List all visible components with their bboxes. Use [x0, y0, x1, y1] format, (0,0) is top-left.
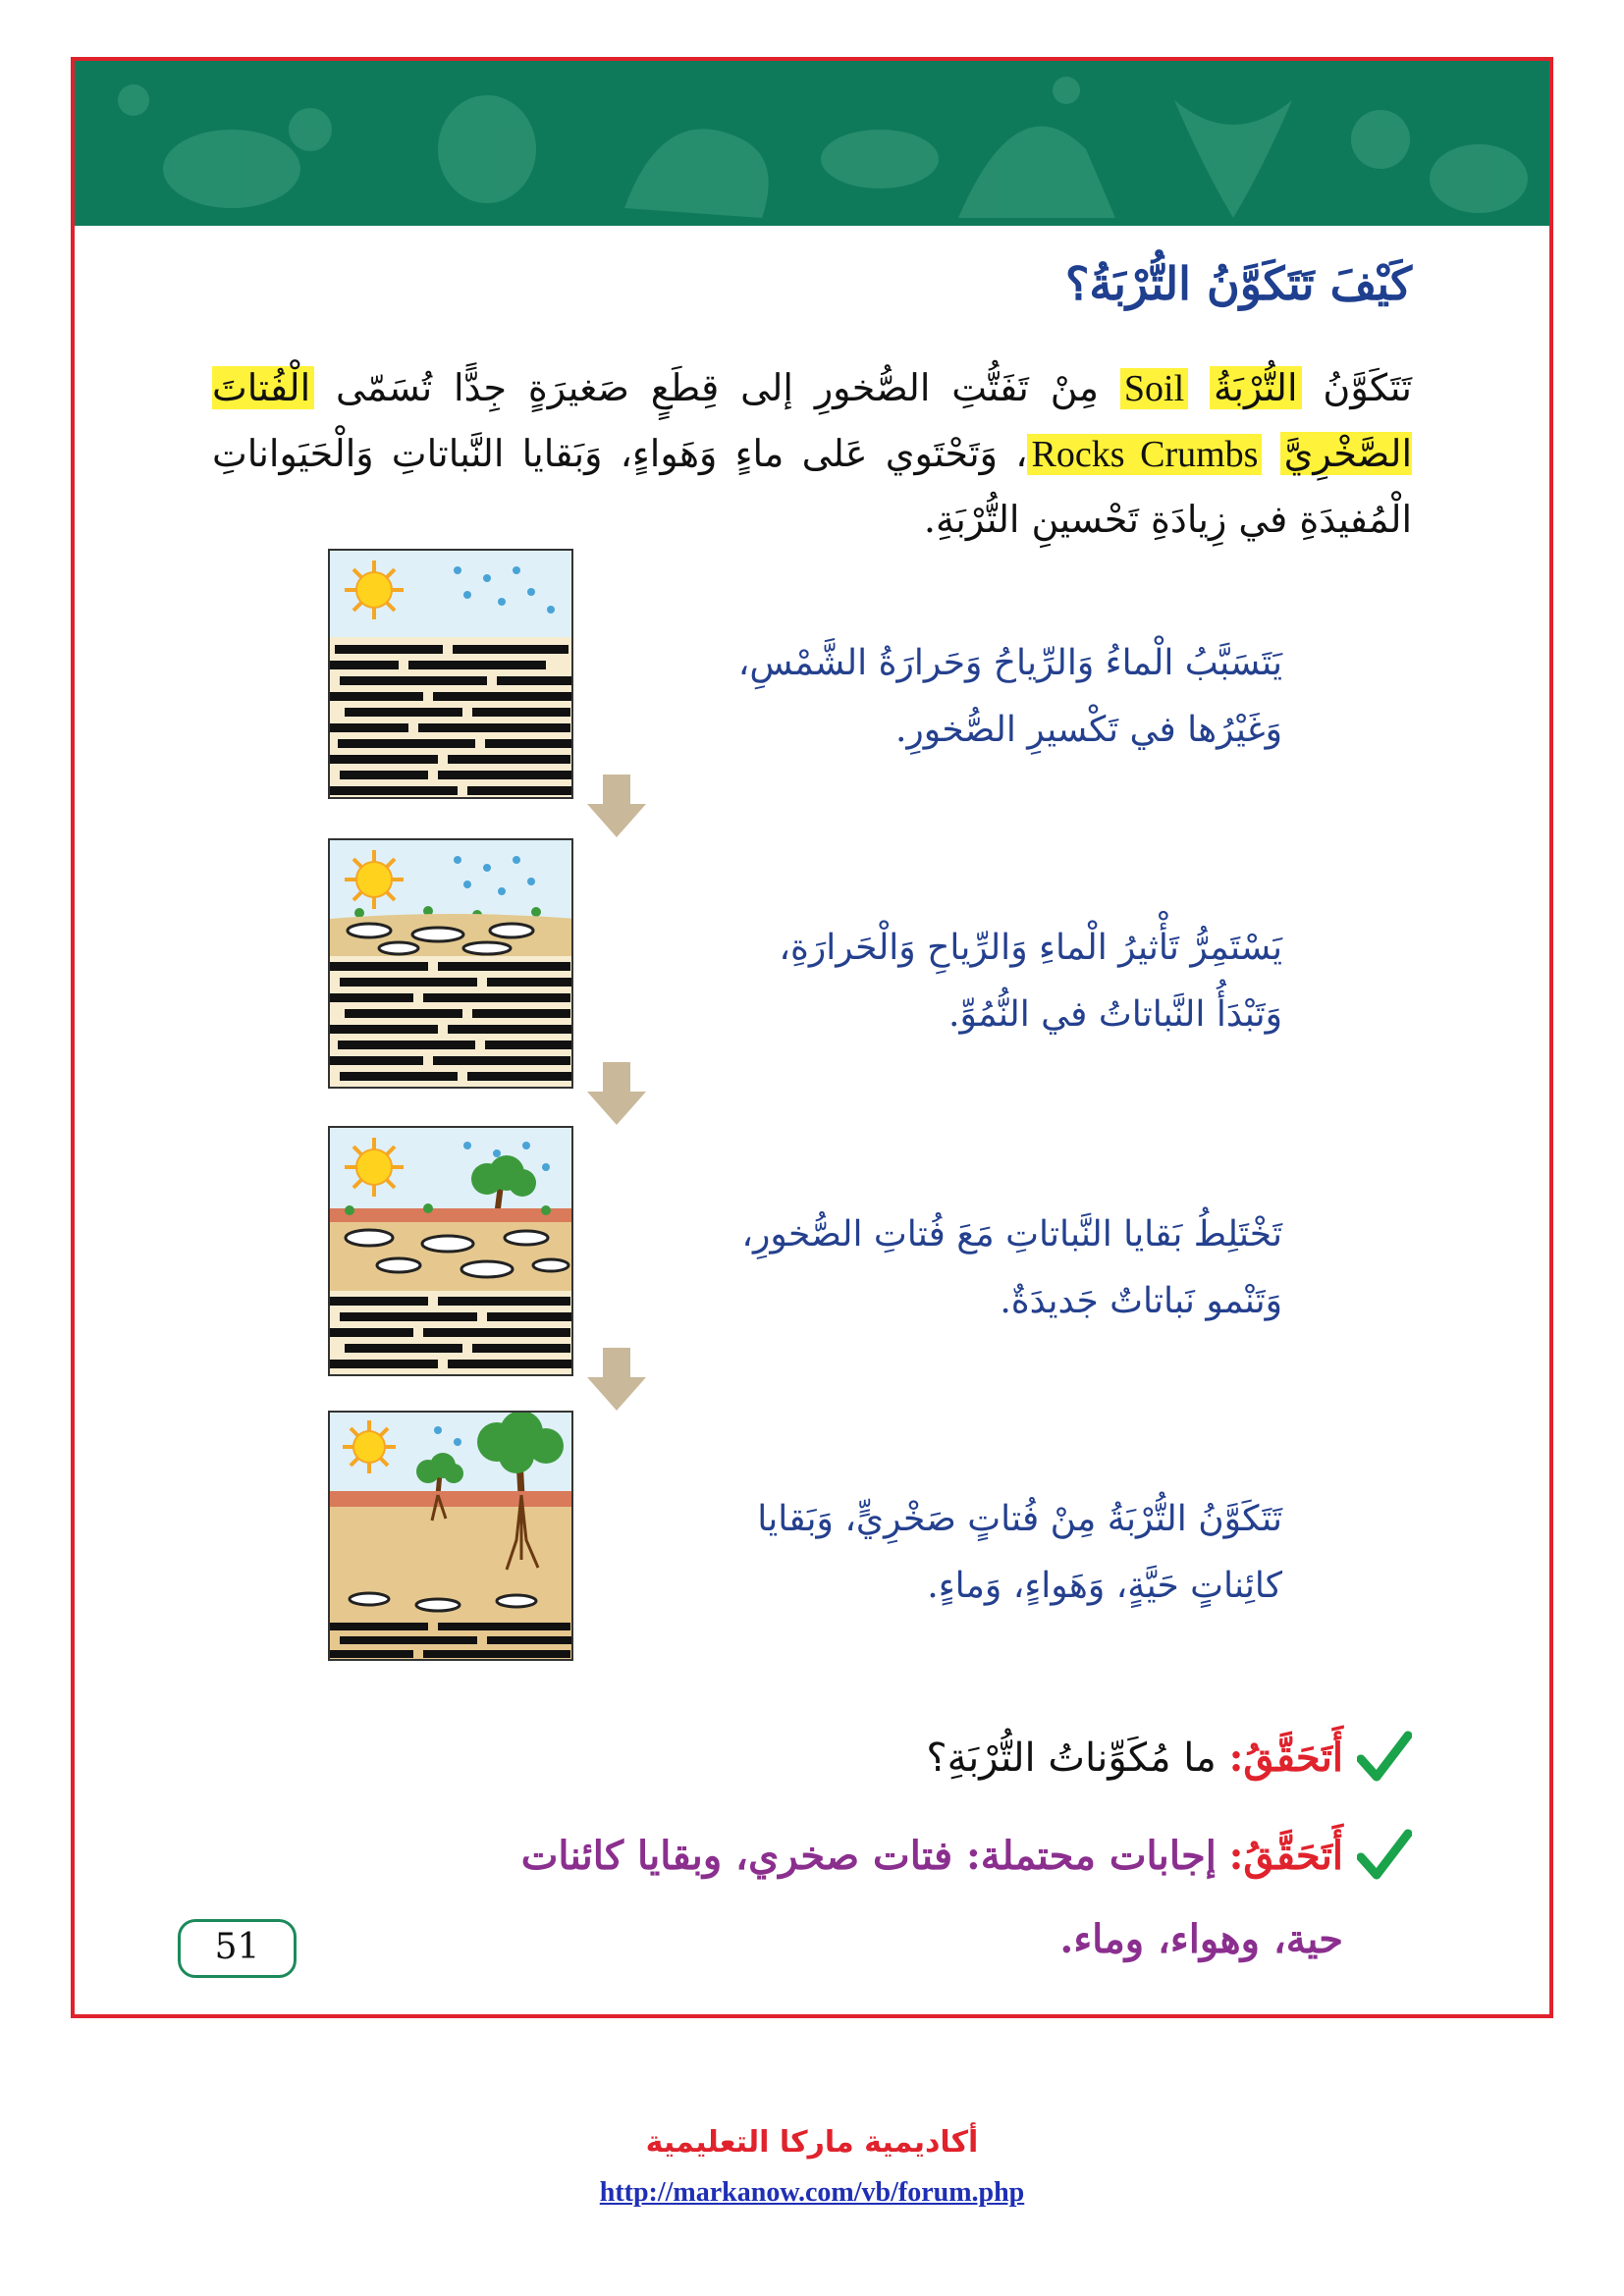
term-soil-ar: التُّرْبَةُ	[1210, 366, 1302, 409]
page-frame	[71, 57, 1553, 2018]
step-2-illustration	[328, 838, 573, 1089]
answer-line-1: إجابات محتملة: فتات صخري، وبقايا كائنات	[520, 1832, 1217, 1879]
answer-row	[521, 1828, 1412, 1883]
step-3-illustration	[328, 1126, 573, 1376]
term-crumbs-en: Rocks Crumbs	[1027, 434, 1262, 475]
down-arrow-icon	[587, 774, 646, 837]
intro-text-3: ، وَتَحْتَوي عَلى ماءٍ وَهَواءٍ، وَبَقايا النَّباتاتِ وَالْحَيَواناتِ الْمُفيدَةِ في زِيادَةِ تَحْسينِ التُّرْبَةِ.	[212, 432, 1412, 541]
check-label: أَتَحَقَّقُ:	[1228, 1734, 1343, 1781]
step-4-text: تَتَكَوَّنُ التُّرْبَةُ مِنْ فُتاتٍ صَخْرِيٍّ، وَبَقايا كائِناتٍ حَيَّةٍ، وَهَواءٍ، وَماءٍ.	[757, 1499, 1282, 1606]
answer-label: أَتَحَقَّقُ:	[1228, 1832, 1343, 1879]
animal-silhouettes-decoration	[75, 61, 1549, 226]
check-question: ما مُكَوِّناتُ التُّرْبَةِ؟	[926, 1735, 1217, 1781]
term-soil-en: Soil	[1120, 368, 1188, 409]
footer-link-container	[0, 2177, 1624, 2209]
step-1-text: يَتَسَبَّبُ الْماءُ وَالرِّياحُ وَحَرارَةُ الشَّمْسِ، وَغَيْرُها في تَكْسيرِ الصُّخورِ.	[737, 643, 1282, 750]
term-crumbs-ar: الْفُتاتَ الصَّخْرِيَّ	[212, 366, 1412, 475]
header-banner	[75, 61, 1549, 226]
check-question-row	[926, 1730, 1412, 1785]
step-3-text: تَخْتَلِطُ بَقايا النَّباتاتِ مَعَ فُتاتِ الصُّخورِ، وَتَنْمو نَباتاتٌ جَديدَةٌ.	[741, 1214, 1282, 1321]
checkmark-icon	[1357, 1828, 1412, 1883]
down-arrow-icon	[587, 1348, 646, 1411]
checkmark-icon	[1357, 1730, 1412, 1785]
down-arrow-icon	[587, 1062, 646, 1125]
footer-url-link[interactable]: http://markanow.com/vb/forum.php	[599, 2177, 1025, 2208]
intro-text-2: مِنْ تَفَتُّتِ الصُّخورِ إلى قِطَعٍ صَغيرَةٍ جِدًّا تُسَمّى	[314, 366, 1120, 409]
step-2-text: يَسْتَمِرُّ تَأْثيرُ الْماءِ وَالرِّياحِ وَالْحَرارَةِ، وَتَبْدَأُ النَّباتاتُ في النُّمُوِّ.	[779, 928, 1282, 1035]
step-4-illustration	[328, 1411, 573, 1661]
intro-paragraph	[212, 355, 1412, 552]
footer-academy-name: أكاديمية ماركا التعليمية	[645, 2125, 979, 2160]
answer-line-2: حية، وهواء، وماء.	[1059, 1916, 1343, 1962]
page-title: كَيْفَ تَتَكَوَّنُ التُّرْبَةُ؟	[1065, 257, 1412, 310]
page-number: 51	[178, 1919, 297, 1978]
step-1-illustration	[328, 549, 573, 799]
intro-text-1: تَتَكَوَّنُ	[1301, 366, 1412, 409]
